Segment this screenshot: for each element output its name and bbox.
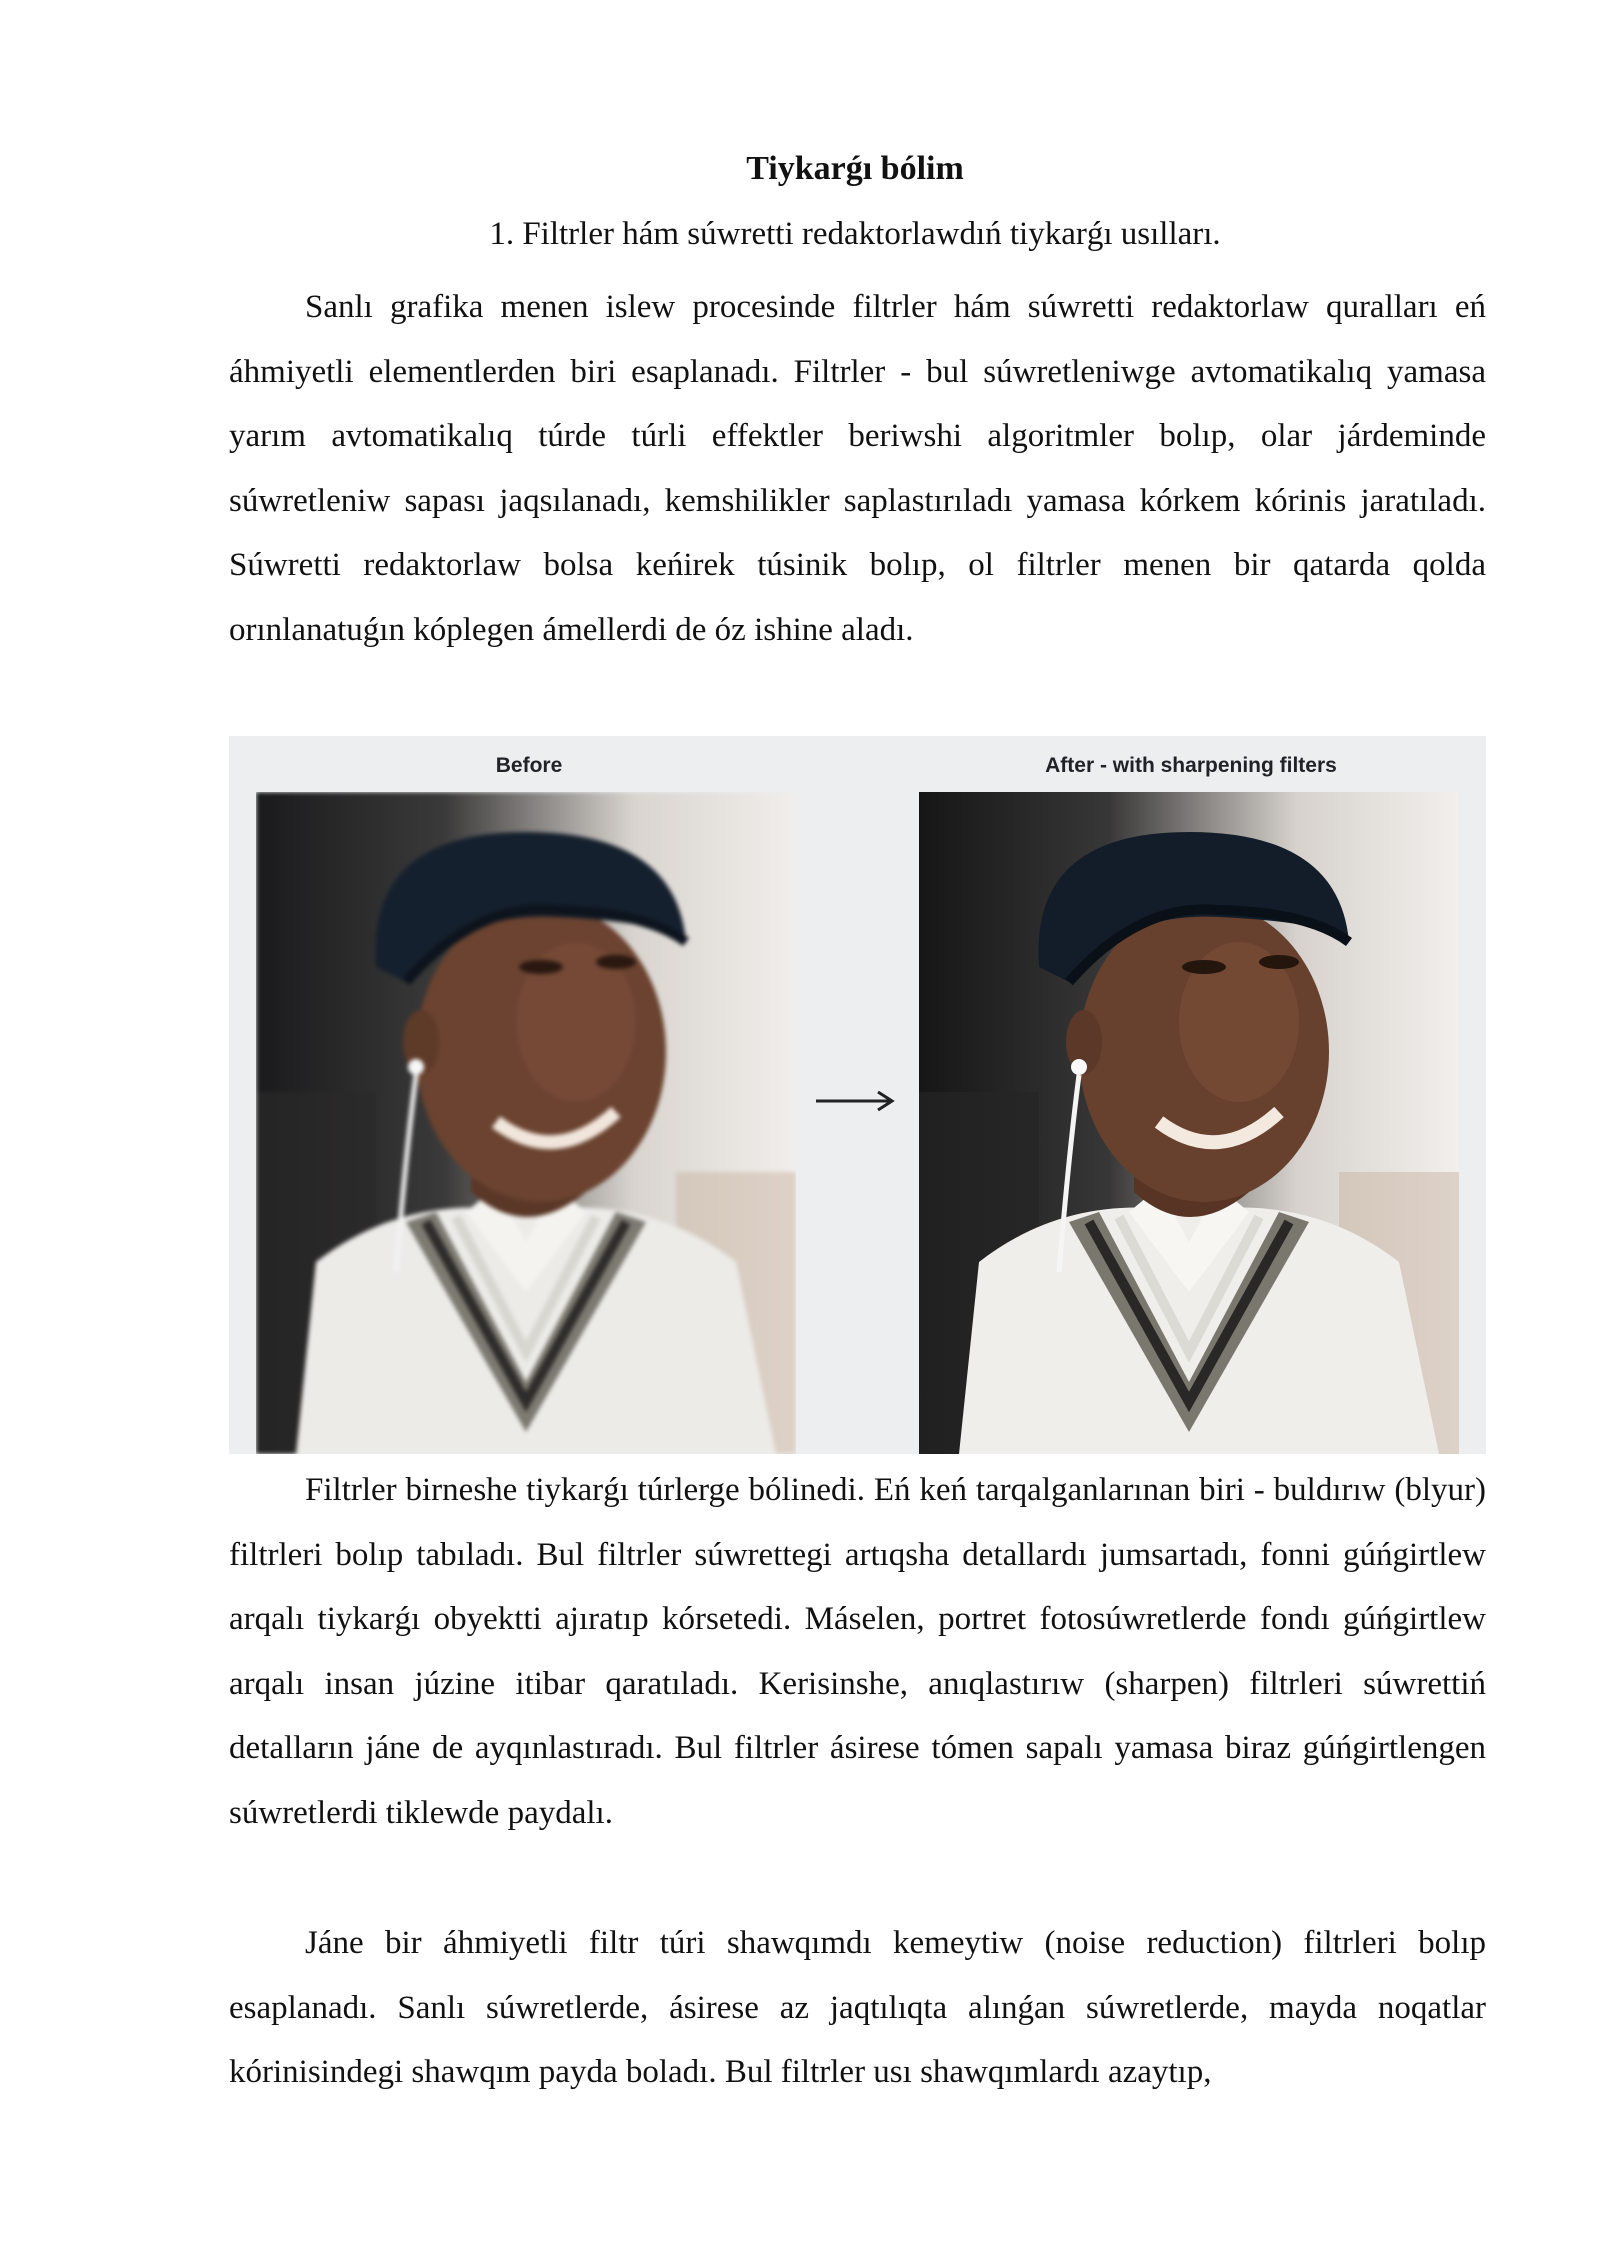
right-arrow-icon [814,1086,896,1116]
section-title: Tiykarǵı bólim [746,150,964,187]
before-after-figure [229,736,1486,1454]
after-caption: After - with sharpening filters [1045,754,1337,777]
paragraph-intro: Sanlı grafika menen islew procesinde filtrler hám súwretti redaktorlaw quralları eń áhmiyetli elementlerden biri esaplanadı. Filtrler - bul súwretleniwge avtomatikalıq yamasa yarım avtomatikalıq túrde túrli effektler beriwshi algoritmler bolıp, olar járdeminde súwretleniw sapası jaqsılanadı, kemshilikler saplastırıladı yamasa kórkem kórinis jaratıladı. Súwretti redaktorlaw bolsa keńirek túsinik bolıp, ol filtrler menen bir qatarda qolda orınlanatuǵın kóplegen ámellerdi de óz ishine aladı. [229,289,1486,648]
before-caption: Before [495,754,563,777]
paragraph-filter-types: Filtrler birneshe tiykarǵı túrlerge bólinedi. Eń keń tarqalganlarınan biri - buldırıw (blyur) filtrleri bolıp tabıladı. Bul filtrler súwrettegi artıqsha detallardı jumsartadı, fonni gúńgirtlew arqalı tiykarǵı obyektti ajıratıp kórsetedi. Máselen, portret fotosúwretlerde fondı gúńgirtlew arqalı insan júzine itibar qaratıladı. Kerisinshe, anıqlastırıw (sharpen) filtrleri súwrettiń detalların jáne de ayqınlastıradı. Bul filtrler ásirese tómen sapalı yamasa biraz gúńgirtlengen súwretlerdi tiklewde paydalı. [229,1472,1486,1831]
paragraph-noise-reduction: Jáne bir áhmiyetli filtr túri shawqımdı kemeytiw (noise reduction) filtrleri bolıp esaplanadı. Sanlı súwretlerde, ásirese az jaqtılıqta alınǵan súwretlerde, mayda noqatlar kórinisindegi shawqım payda boladı. Bul filtrler usı shawqımlardı azaytıp, [229,1925,1486,2091]
portrait-photo-before [256,792,796,1454]
section-subtitle: 1. Filtrler hám súwretti redaktorlawdıń tiykarǵı usılları. [489,216,1221,252]
portrait-photo-after [919,792,1459,1454]
